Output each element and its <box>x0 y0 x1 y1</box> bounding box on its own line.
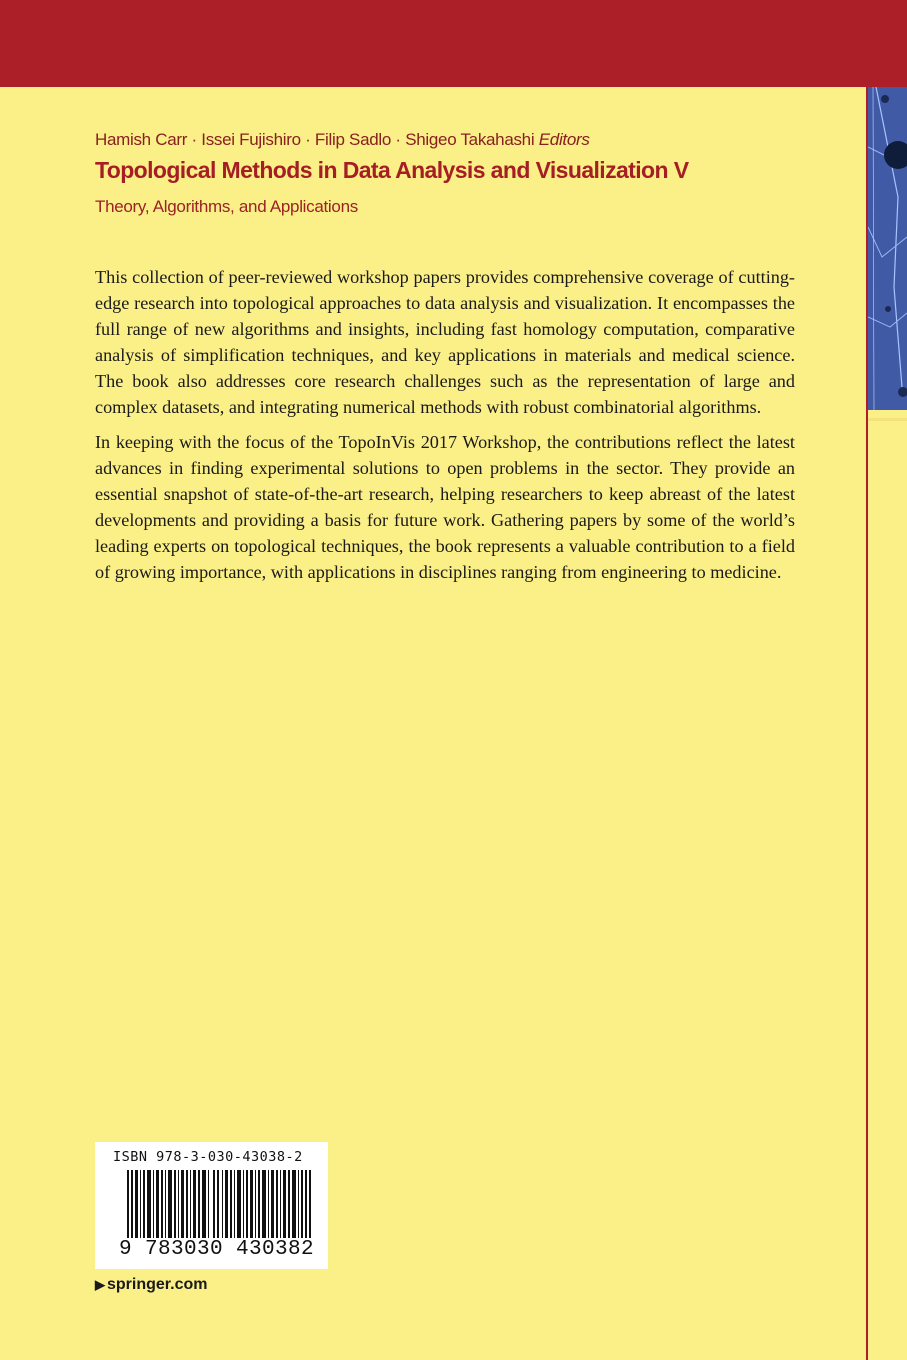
spine-cover-artwork <box>868 87 907 410</box>
top-color-band <box>0 0 866 87</box>
editors-line <box>95 130 590 150</box>
isbn-text: ISBN 978-3-030-43038-2 <box>113 1149 303 1165</box>
spine-divider-line <box>866 0 868 1360</box>
book-description <box>95 265 795 596</box>
publisher-url: springer.com <box>107 1276 208 1293</box>
description-paragraph-2: In keeping with the focus of the TopoInVis 2017 Workshop, the contributions reflect the latest advances in finding experimental solutions to open problems in the sector. They provide an essential snapshot of state-of-the-art research, helping researchers to keep abreast of the latest developments and providing a basis for future work. Gathering papers by some of the world’s leading experts on topological techniques, the book represents a valuable contribution to a field of growing importance, with applications in disciplines ranging from engineering to medicine. <box>95 432 795 582</box>
spine-lower-area <box>868 410 907 1360</box>
publisher-link[interactable] <box>95 1276 207 1294</box>
isbn-barcode-box <box>95 1142 328 1269</box>
description-paragraph-1: This collection of peer-reviewed workshop papers provides comprehensive coverage of cutting-edge research into topological approaches to data analysis and visualization. It encompasses the full range of new algorithms and insights, including fast homology computation, comparative analysis of simplification techniques, and key applications in materials and medical science. The book also addresses core research challenges such as the representation of large and complex datasets, and integrating numerical methods with robust combinatorial algorithms. <box>95 267 795 417</box>
spine-top-band <box>868 0 907 87</box>
book-title: Topological Methods in Data Analysis and Visualization V <box>95 157 689 183</box>
book-subtitle: Theory, Algorithms, and Applications <box>95 197 358 216</box>
arrow-right-icon: ▶ <box>95 1277 105 1292</box>
barcode-number: 9 783030 430382 <box>119 1238 315 1261</box>
editors-role: Editors <box>538 130 590 149</box>
editors-names: Hamish Carr · Issei Fujishiro · Filip Sadlo · Shigeo Takahashi <box>95 130 535 149</box>
